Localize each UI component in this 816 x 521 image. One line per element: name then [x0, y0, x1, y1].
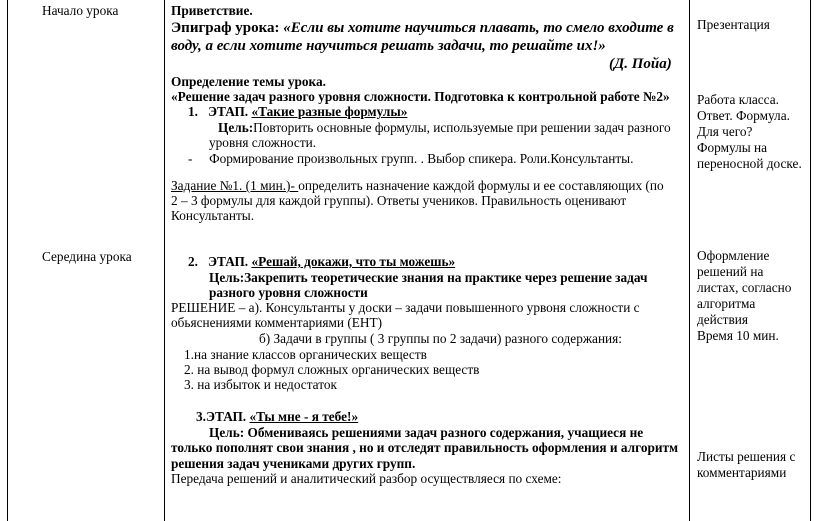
- topic-text: «Решение задач разного уровня сложности. Подготовка к контрольной работе №2»: [171, 89, 670, 104]
- dash-text: Формирование произвольных групп. . Выбор спикера. Роли.Консультанты.: [209, 151, 634, 166]
- lesson-start-label: Начало урока: [42, 3, 119, 18]
- solution-line2: обьяснениями комментариями (ЕНТ): [171, 315, 383, 330]
- table-divider-1: [164, 0, 165, 521]
- table-border-right: [810, 0, 811, 521]
- work-note-line: Ответ. Формула.: [697, 108, 790, 123]
- task1-label: Задание №1. (1 мин.)-: [171, 178, 299, 193]
- solution-line1: РЕШЕНИЕ – а). Консультанты у доски – задачи повышенного урвоня сложности с: [171, 300, 640, 315]
- stage1-title: «Такие разные формулы»: [251, 104, 408, 119]
- task1-line1: [171, 178, 664, 194]
- greeting: Приветствие.: [171, 3, 253, 18]
- stage3-title: «Ты мне - я тебе!»: [249, 409, 359, 424]
- sheets-note-line: комментариями: [697, 465, 787, 480]
- stage2-num: 2.: [188, 254, 198, 269]
- goal2-line2: разного уровня сложности: [209, 285, 368, 300]
- epigraph-line2: воду, а если хотите научиться решать задачи, то решайте их!»: [171, 38, 606, 54]
- work-note-line: переносной доске.: [697, 156, 802, 171]
- epigraph-quote-start: «Если вы хотите научиться плавать, то смело входите в: [283, 20, 674, 36]
- design-note-line: Оформление: [697, 248, 770, 263]
- stage3-label: 3.ЭТАП.: [196, 409, 250, 424]
- stage2-label: ЭТАП.: [207, 254, 252, 269]
- goal3-line3: решения задач учениками других групп.: [171, 456, 416, 471]
- lesson-middle-label: Середина урока: [42, 249, 132, 264]
- topic-label: Определение темы урока.: [171, 74, 326, 89]
- goal1-line1: [218, 120, 671, 136]
- dash-item: [188, 151, 633, 167]
- design-note: [697, 248, 791, 344]
- goal2-line1: Цель:Закрепить теоретические знания на практике через решение задач: [209, 270, 648, 285]
- stage2-title: «Решай, докажи, что ты можешь»: [251, 254, 456, 269]
- goal3-line1: Цель: Обмениваясь решениями задач разного содержания, учащиеся не: [209, 425, 644, 440]
- transfer-text: Передача решений и аналитический разбор осуществляеся по схеме:: [171, 471, 562, 486]
- epigraph-line1: [171, 20, 674, 36]
- design-note-line: Время 10 мин.: [697, 328, 779, 343]
- stage2-heading: [188, 254, 455, 270]
- list-item-2: 2. на вывод формул сложных органических веществ: [184, 362, 480, 377]
- goal3-line2: только пополнят свои знания , но и отследят правильность оформления и алгоритм: [171, 440, 679, 455]
- list-item-1: 1.на знание классов органических веществ: [184, 347, 427, 362]
- stage1-heading: [188, 104, 407, 120]
- stage3-heading: [196, 409, 358, 425]
- design-note-line: листах, согласно: [697, 280, 792, 295]
- table-divider-2: [689, 0, 690, 521]
- design-note-line: алгоритма: [697, 296, 756, 311]
- work-note-line: Работа класса.: [697, 92, 779, 107]
- design-note-line: действия: [697, 312, 749, 327]
- epigraph-author: (Д. Пойа): [609, 56, 672, 72]
- work-note-line: Формулы на: [697, 140, 767, 155]
- stage1-label: ЭТАП.: [207, 104, 252, 119]
- goal1-line2: уровня сложности.: [209, 135, 317, 150]
- task1-text: определить назначение каждой формулы и ее составляющих (по: [298, 178, 664, 193]
- task1-line3: Консультанты.: [171, 208, 255, 223]
- goal1-label: Цель:: [218, 120, 254, 135]
- epigraph-label: Эпиграф урока:: [171, 20, 284, 36]
- sheets-note-line: Листы решения с: [697, 449, 796, 464]
- presentation-note: Презентация: [697, 17, 770, 32]
- list-item-3: 3. на избыток и недостаток: [184, 377, 337, 392]
- goal1-text: Повторить основные формулы, используемые при решении задач разного: [253, 120, 671, 135]
- solution-b: б) Задачи в группы ( 3 группы по 2 задачи) разного содержания:: [259, 331, 622, 346]
- sheets-note: [697, 449, 795, 481]
- task1-line2: 2 – 3 формулы для каждой группы). Ответы учеников. Правильность оценивают: [171, 193, 627, 208]
- dash-mark: -: [188, 151, 193, 166]
- table-border-left: [7, 0, 8, 521]
- stage1-num: 1.: [188, 104, 198, 119]
- design-note-line: решений на: [697, 264, 764, 279]
- work-note-line: Для чего?: [697, 124, 753, 139]
- work-note: [697, 92, 802, 172]
